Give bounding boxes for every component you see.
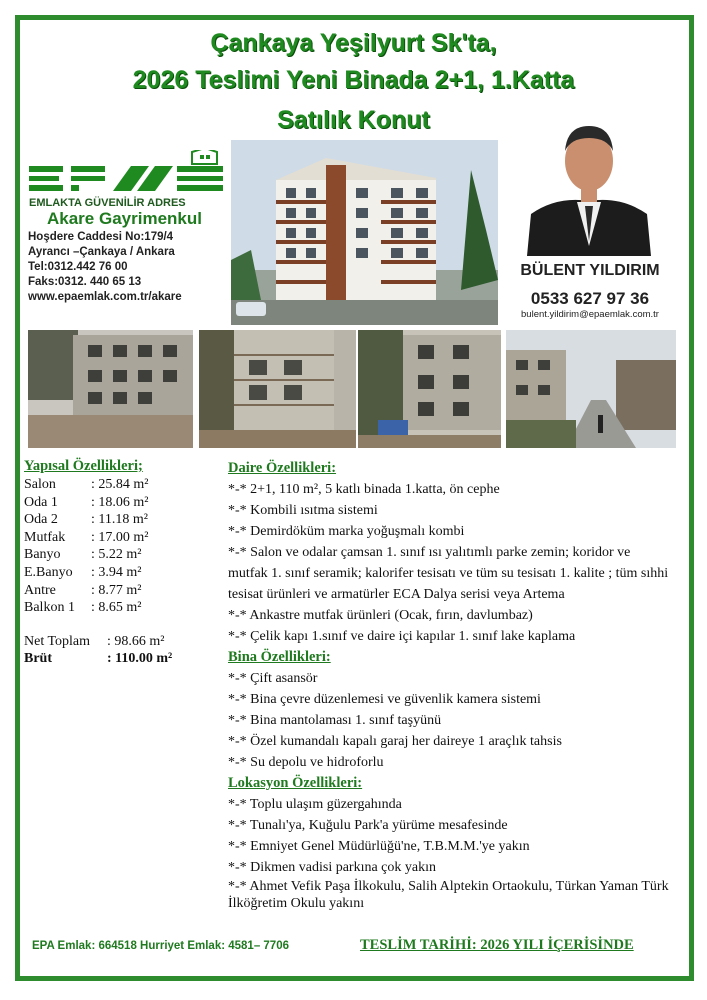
spec-label: Banyo [24, 547, 61, 563]
features-column [228, 458, 673, 912]
office-address: Hoşdere Caddesi No:179/4 [28, 231, 174, 243]
spec-value: : 8.65 m² [91, 600, 142, 616]
building-feature: *-* Çift asansör [228, 671, 318, 686]
spec-label: Oda 1 [24, 494, 58, 510]
gross-total-row [24, 650, 224, 668]
gross-total-label: Brüt [24, 651, 52, 667]
spec-row-oda1 [24, 494, 224, 512]
agent-phone[interactable]: 0533 627 97 36 [530, 289, 650, 308]
spec-value: : 8.77 m² [91, 582, 142, 598]
net-total-label: Net Toplam [24, 633, 91, 649]
spec-value: : 18.06 m² [91, 494, 149, 510]
building-feature: *-* Bina çevre düzenlemesi ve güvenlik kamera sistemi [228, 692, 541, 707]
site-photo-4 [506, 330, 676, 448]
spec-row-banyo [24, 546, 224, 564]
site-photo-3 [358, 330, 501, 448]
agent-portrait [527, 106, 651, 256]
spec-label: Oda 2 [24, 512, 58, 528]
structural-heading: Yapısal Özellikleri; [24, 458, 143, 474]
building-feature: *-* Su depolu ve hidroforlu [228, 755, 384, 770]
spec-label: Salon [24, 477, 56, 492]
spec-row-balkon1 [24, 599, 224, 617]
spec-label: Mutfak [24, 529, 66, 545]
epa-logo [27, 150, 227, 230]
spec-label: Antre [24, 582, 56, 598]
delivery-date: TESLİM TARİHİ: 2026 YILI İÇERİSİNDE [360, 937, 634, 953]
apartment-feature: *-* Ankastre mutfak ürünleri (Ocak, fırın, davlumbaz) [228, 608, 533, 623]
building-feature: *-* Bina mantolaması 1. sınıf taşyünü [228, 713, 442, 728]
spec-value: : 11.18 m² [91, 512, 148, 528]
spec-value: : 17.00 m² [91, 529, 149, 545]
net-total-row [24, 633, 224, 651]
title-line-1: Çankaya Yeşilyurt Sk'ta, [210, 29, 497, 57]
apartment-feature: *-* Çelik kapı 1.sınıf ve daire içi kapılar 1. sınıf lake kaplama [228, 629, 576, 644]
apartment-feature: *-* Salon ve odalar çamsan 1. sınıf ısı yalıtımlı parke zemin; koridor ve mutfak 1. sınıf seramik; kalorifer tesisatı ve tüm su tesisatı 1. kalite ; tüm sıhhi tesisat ürünleri ve armatürler ECA Dalya serisi veya Artema [228, 545, 669, 602]
office-tel: Tel:0312.442 76 00 [28, 261, 128, 273]
location-feature: *-* Dikmen vadisi parkına çok yakın [228, 860, 437, 875]
spec-row-mutfak [24, 529, 224, 547]
site-photo-1 [28, 330, 193, 448]
office-web[interactable]: www.epaemlak.com.tr/akare [28, 291, 182, 303]
title-line-2: 2026 Teslimi Yeni Binada 2+1, 1.Katta [132, 66, 575, 94]
gross-total-value: : 110.00 m² [107, 651, 173, 667]
location-feature: *-* Emniyet Genel Müdürlüğü'ne, T.B.M.M.'ye yakın [228, 839, 530, 854]
site-photo-2 [199, 330, 356, 448]
logo-tagline: EMLAKTA GÜVENİLİR ADRES [29, 197, 186, 209]
location-heading: Lokasyon Özellikleri: [228, 775, 363, 791]
spec-row-ebanyo [24, 564, 224, 582]
office-district: Ayrancı –Çankaya / Ankara [28, 246, 175, 258]
apartment-feature: *-* Demirdöküm marka yoğuşmalı kombi [228, 524, 465, 539]
listing-ids: EPA Emlak: 664518 Hurriyet Emlak: 4581– 7706 [32, 940, 289, 952]
spec-label: E.Banyo [24, 564, 73, 580]
spec-row-salon [24, 476, 224, 494]
agent-name: BÜLENT YILDIRIM [520, 262, 660, 279]
structural-specs [24, 458, 224, 668]
logo-company: Akare Gayrimenkul [47, 209, 202, 228]
net-total-value: : 98.66 m² [107, 633, 165, 649]
building-heading: Bina Özellikleri: [228, 649, 331, 665]
office-contact [28, 230, 182, 305]
title-line-3: Satılık Konut [277, 106, 430, 134]
apartment-feature: *-* 2+1, 110 m², 5 katlı binada 1.katta, ön cephe [228, 482, 500, 497]
location-feature: *-* Ahmet Vefik Paşa İlkokulu, Salih Alptekin Ortaokulu, Türkan Yaman Türk İlköğretim Okulu yakını [228, 879, 669, 911]
location-feature: *-* Toplu ulaşım güzergahında [228, 797, 402, 812]
spec-label: Balkon 1 [24, 600, 75, 616]
location-feature: *-* Tunalı'ya, Kuğulu Park'a yürüme mesafesinde [228, 818, 508, 833]
spec-value: : 3.94 m² [91, 564, 142, 580]
apartment-heading: Daire Özellikleri: [228, 460, 337, 476]
apartment-feature: *-* Kombili ısıtma sistemi [228, 503, 378, 518]
spec-value: : 25.84 m² [91, 477, 149, 492]
spec-value: : 5.22 m² [91, 547, 142, 563]
spec-row-antre [24, 582, 224, 600]
office-fax: Faks:0312. 440 65 13 [28, 276, 142, 288]
building-feature: *-* Özel kumandalı kapalı garaj her daireye 1 araçlık tahsis [228, 734, 562, 749]
agent-email[interactable]: bulent.yildirim@epaemlak.com.tr [521, 309, 659, 320]
building-render-image [231, 140, 498, 325]
spec-row-oda2 [24, 511, 224, 529]
